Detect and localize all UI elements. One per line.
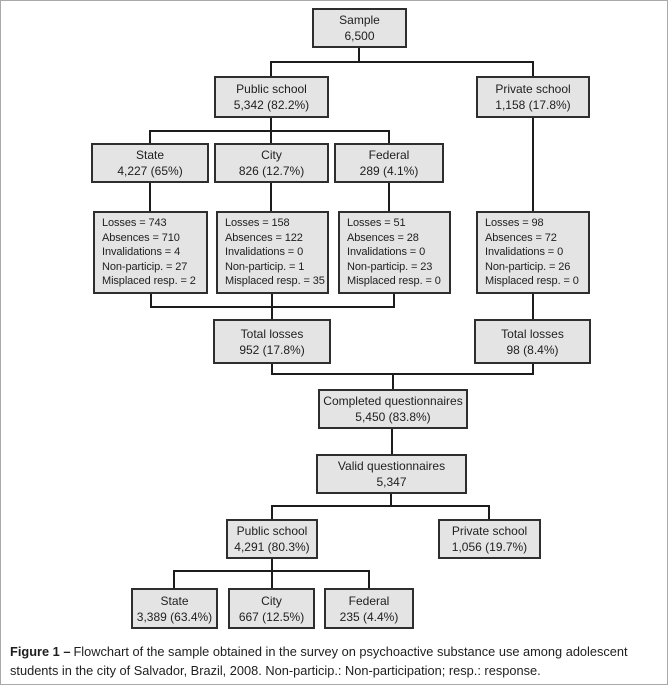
node-public-school-top-value: 5,342 (82.2%) xyxy=(233,98,310,112)
node-private-school-top-value: 1,158 (17.8%) xyxy=(495,98,571,112)
losses-line: Misplaced resp. = 0 xyxy=(485,275,579,288)
node-state-bottom-value: 3,389 (63.4%) xyxy=(136,609,213,624)
losses-line: Losses = 98 xyxy=(485,217,544,230)
node-total-losses-public-value: 952 (17.8%) xyxy=(239,342,305,357)
losses-line: Invalidations = 0 xyxy=(225,246,304,259)
connector-line xyxy=(270,61,272,76)
losses-line: Losses = 158 xyxy=(225,217,290,230)
connector-line xyxy=(270,61,534,63)
node-federal-top xyxy=(334,143,444,183)
losses-line: Invalidations = 0 xyxy=(347,246,426,259)
node-private-school-top xyxy=(476,76,590,118)
losses-line: Absences = 710 xyxy=(102,231,180,244)
connector-line xyxy=(270,130,272,143)
node-losses-city xyxy=(216,211,329,294)
node-losses-state xyxy=(93,211,208,294)
node-losses-private xyxy=(476,211,590,294)
node-state-top-value: 4,227 (65%) xyxy=(117,164,183,178)
figure-caption xyxy=(10,642,661,680)
connector-line xyxy=(271,373,534,375)
connector-line xyxy=(532,294,534,319)
node-federal-top-title: Federal xyxy=(368,148,410,162)
node-federal-top-value: 289 (4.1%) xyxy=(359,164,419,178)
node-federal-bottom xyxy=(324,588,414,629)
node-sample-value: 6,500 xyxy=(344,29,375,43)
losses-line: Losses = 51 xyxy=(347,217,406,230)
node-private-school-bottom-title: Private school xyxy=(451,524,528,538)
figure-caption-label: Figure 1 – xyxy=(10,644,71,659)
node-private-school-bottom xyxy=(438,519,541,559)
losses-line: Misplaced resp. = 35 xyxy=(225,275,325,288)
connector-line xyxy=(388,183,390,211)
node-public-school-bottom-title: Public school xyxy=(236,524,308,538)
node-city-top xyxy=(214,143,329,183)
node-federal-bottom-title: Federal xyxy=(348,593,390,608)
node-federal-bottom-value: 235 (4.4%) xyxy=(339,609,399,624)
node-city-top-value: 826 (12.7%) xyxy=(238,164,305,178)
connector-line xyxy=(173,570,175,588)
node-total-losses-public-title: Total losses xyxy=(240,326,304,341)
node-public-school-bottom-value: 4,291 (80.3%) xyxy=(234,540,310,554)
losses-line: Non-particip. = 27 xyxy=(102,260,188,273)
losses-line: Non-particip. = 1 xyxy=(225,260,305,273)
node-state-bottom xyxy=(131,588,218,629)
node-city-bottom xyxy=(228,588,315,629)
node-valid-title: Valid questionnaires xyxy=(337,459,446,473)
node-total-losses-private-value: 98 (8.4%) xyxy=(506,342,559,357)
node-valid-value: 5,347 xyxy=(376,475,407,489)
figure-caption-text: Flowchart of the sample obtained in the survey on psychoactive substance use among adolescent students in the city of Salvador, Brazil, 2008. Non-particip.: Non-participation; resp.: response. xyxy=(10,644,628,678)
losses-line: Invalidations = 0 xyxy=(485,246,564,259)
losses-line: Misplaced resp. = 2 xyxy=(102,275,196,288)
connector-line xyxy=(149,183,151,211)
connector-line xyxy=(391,429,393,454)
losses-line: Absences = 72 xyxy=(485,231,557,244)
node-completed-value: 5,450 (83.8%) xyxy=(355,410,431,424)
node-public-school-top xyxy=(214,76,329,118)
node-sample-title: Sample xyxy=(339,13,380,27)
node-total-losses-private-title: Total losses xyxy=(501,326,564,341)
losses-line: Misplaced resp. = 0 xyxy=(347,275,441,288)
connector-line xyxy=(271,505,490,507)
node-private-school-top-title: Private school xyxy=(495,82,571,96)
connector-line xyxy=(358,48,360,62)
node-city-bottom-title: City xyxy=(261,593,282,608)
node-city-bottom-value: 667 (12.5%) xyxy=(238,609,305,624)
connector-line xyxy=(488,505,490,519)
losses-line: Non-particip. = 26 xyxy=(485,260,571,273)
node-sample xyxy=(312,8,407,48)
connector-line xyxy=(270,183,272,211)
connector-line xyxy=(271,505,273,519)
node-state-bottom-title: State xyxy=(160,593,189,608)
connector-line xyxy=(392,373,394,389)
losses-line: Invalidations = 4 xyxy=(102,246,181,259)
node-total-losses-private xyxy=(474,319,591,364)
node-private-school-bottom-value: 1,056 (19.7%) xyxy=(451,540,528,554)
node-completed-title: Completed questionnaires xyxy=(323,394,463,408)
losses-line: Absences = 122 xyxy=(225,231,303,244)
node-valid-questionnaires xyxy=(316,454,467,494)
node-completed-questionnaires xyxy=(318,389,468,429)
connector-line xyxy=(271,570,273,588)
node-losses-federal xyxy=(338,211,451,294)
connector-line xyxy=(532,61,534,76)
losses-line: Losses = 743 xyxy=(102,217,167,230)
connector-line xyxy=(150,306,395,308)
losses-line: Absences = 28 xyxy=(347,231,419,244)
node-state-top xyxy=(91,143,209,183)
node-total-losses-public xyxy=(213,319,331,364)
node-public-school-top-title: Public school xyxy=(236,82,307,96)
node-state-top-title: State xyxy=(135,148,165,162)
losses-line: Non-particip. = 23 xyxy=(347,260,433,273)
node-city-top-title: City xyxy=(261,148,282,162)
connector-line xyxy=(149,130,151,143)
node-public-school-bottom xyxy=(226,519,318,559)
connector-line xyxy=(532,118,534,211)
connector-line xyxy=(388,130,390,143)
connector-line xyxy=(368,570,370,588)
